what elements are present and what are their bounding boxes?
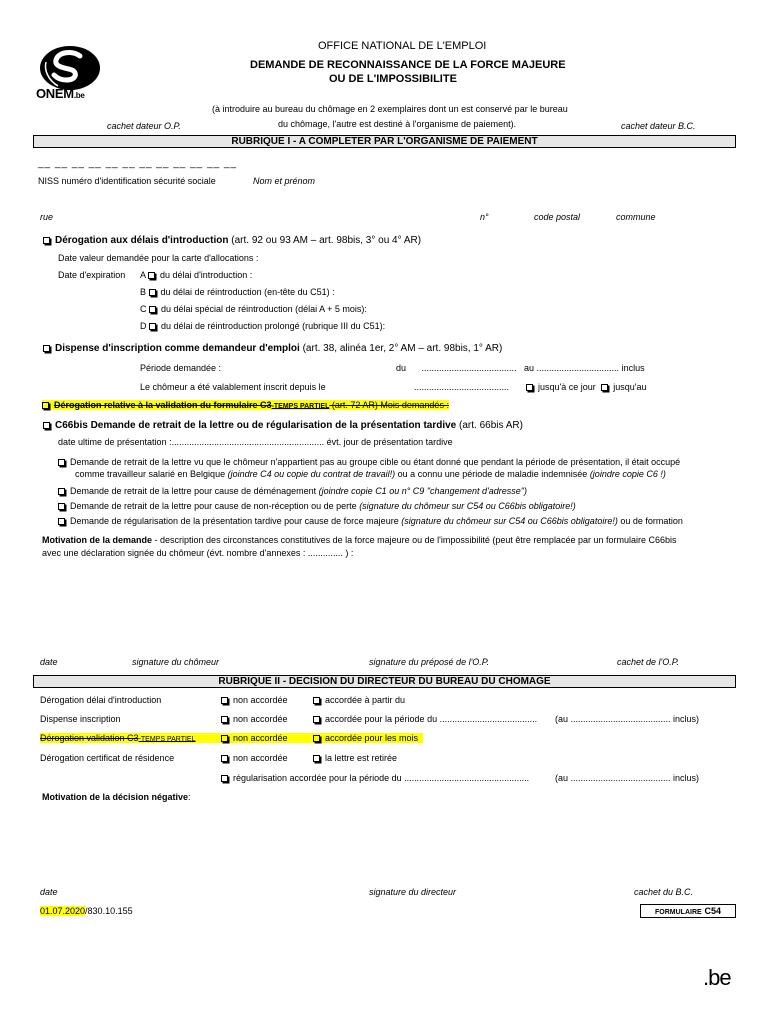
motivation-negative-area[interactable] [42,806,732,878]
row-5-label: régularisation accordée pour la période du .................................................. [233,773,530,783]
form-date-code: 01.07.2020 [40,906,86,916]
signature-date: date [40,657,58,667]
row-2-non-label: non accordée [233,714,288,724]
row-5-checkbox[interactable] [221,775,228,782]
retrait-2 [58,486,527,496]
jusqua-ce-jour [526,382,647,392]
c66bis-label: C66bis Demande de retrait de la lettre ou de régularisation de la présentation tardive [55,420,457,431]
niss-label: NISS numéro d'identification sécurité sociale [38,176,216,186]
c66bis-ref: (art. 66bis AR) [456,420,523,431]
derogation-intro-checkbox[interactable] [43,237,50,244]
option-b-checkbox[interactable] [149,289,156,296]
row-3-acc-checkbox[interactable] [313,735,320,742]
be-logo: .be [703,965,731,990]
decision-row-2-label: Dispense inscription [40,714,121,724]
signature-directeur: signature du directeur [369,887,457,897]
decision-row-1-non [221,695,288,705]
retrait-2-italic: (joindre copie C1 ou n° C9 "changement d'adresse") [318,486,527,496]
cachet-op-footer: cachet de l'O.P. [617,657,680,667]
option-b-letter: B [140,287,147,297]
cachet-bc-footer: cachet du B.C. [634,887,694,897]
form-label: FORMULAIRE [655,909,702,916]
office-name: OFFICE NATIONAL DE L'EMPLOI [318,40,487,52]
inscrit-field[interactable]: ...................................... [414,382,510,392]
au-label: au [524,363,535,373]
rubrique-1-header: RUBRIQUE I - A COMPLETER PAR L'ORGANISME DE PAIEMENT [33,135,736,148]
derogation-intro-label: Dérogation aux délais d'introduction [55,235,229,246]
derogation-c3-small: -TEMPS PARTIEL [271,403,330,410]
retrait-3 [58,501,576,511]
header-note-line1: (à introduire au bureau du chômage en 2 exemplaires dont un est conservé par le bureau [212,104,568,114]
retrait-4-end: ou de formation [617,516,683,526]
inscrit-label: Le chômeur a été valablement inscrit depuis le [140,382,326,392]
dispense-checkbox[interactable] [43,345,50,352]
option-d-checkbox[interactable] [149,323,156,330]
decision-row-2-acc [313,714,537,724]
nom-prenom-label: Nom et prénom [253,176,316,186]
dispense-label: Dispense d'inscription comme demandeur d'emploi [55,343,300,354]
dispense-inscription [43,343,502,354]
option-c-checkbox[interactable] [149,306,156,313]
motivation-demande-area[interactable] [42,562,732,650]
row-4-non-checkbox[interactable] [221,755,228,762]
niss-blanks[interactable]: __ __ __ __ __ __ __ __ __ __ __ __ [38,158,238,169]
option-a-label: du délai d'introduction : [160,270,253,280]
retrait-3-italic: (signature du chômeur sur C54 ou C66bis obligatoire!) [359,501,576,511]
inclus-label: inclus [621,363,645,373]
retrait-2-checkbox[interactable] [58,488,65,495]
du-label: du [396,363,407,373]
retrait-4-checkbox[interactable] [58,518,65,525]
row-3-label: Dérogation validation C3 [40,733,139,743]
date-expiration-label: Date d'expiration [58,270,126,280]
retrait-1-text: comme travailleur salarié en Belgique [75,469,228,479]
periode-du [396,363,517,373]
jusquau-label: jusqu'au [613,382,647,392]
option-b [140,287,335,297]
rubrique-2-header: RUBRIQUE II - DECISION DU DIRECTEUR DU BUREAU DU CHOMAGE [33,675,736,688]
option-d-letter: D [140,321,147,331]
decision-row-3-struck [40,733,423,743]
form-title-line2: OU DE L'IMPOSSIBILITE [329,73,457,85]
row-1-acc-label: accordée à partir du [325,695,406,705]
row-1-acc-checkbox[interactable] [313,697,320,704]
row-4-acc-checkbox[interactable] [313,755,320,762]
retrait-1-italic2: (joindre copie C6 !) [589,469,666,479]
c66bis-section [43,420,523,431]
c66bis-checkbox[interactable] [43,422,50,429]
row-2-non-checkbox[interactable] [221,716,228,723]
derogation-c3-checkbox[interactable] [42,402,49,409]
cachet-op: cachet dateur O.P. [107,121,181,131]
row-3-small: -TEMPS PARTIEL [138,736,196,743]
jusquau-checkbox[interactable] [601,384,608,391]
date-ultime: date ultime de présentation :............................................................. évt. jour de présentation tardive [58,437,453,447]
retrait-4-text: Demande de régularisation de la présentation tardive pour cause de force majeure [70,516,402,526]
au-field[interactable]: ................................. [536,363,620,373]
date-valeur-label: Date valeur demandée pour la carte d'allocations : [58,253,259,263]
periode-au [524,363,645,373]
jusqua-ce-jour-label: jusqu'à ce jour [538,382,596,392]
derogation-introduction [43,235,421,246]
motivation-demande [42,535,677,545]
retrait-1-line1: Demande de retrait de la lettre vu que le chômeur n'appartient pas au groupe cible ou étant donné que pendant la période de présentation, il était occupé [70,457,681,467]
motivation-demande-label: Motivation de la demande [42,535,153,545]
commune-label: commune [616,212,656,222]
row-3-non-label: non accordée [233,733,288,743]
option-d [140,321,385,331]
option-a [140,270,252,280]
option-c [140,304,367,314]
derogation-c3-rest: (art. 72 AR) Mois demandés : [329,400,449,410]
decision-row-4-acc [313,753,397,763]
decision-row-2-non [221,714,288,724]
motivation-demande-line2: avec une déclaration signée du chômeur (évt. nombre d'annexes : .............. ) : [42,548,354,558]
option-a-letter: A [140,270,146,280]
retrait-4 [58,516,683,526]
numero-label: n° [480,212,489,222]
signature-prepose: signature du préposé de l'O.P. [369,657,490,667]
decision-row-4-non [221,753,288,763]
retrait-4-italic: (signature du chômeur sur C54 ou C66bis obligatoire!) [401,516,618,526]
form-code: C54 [704,906,721,916]
du-field[interactable]: ...................................... [421,363,517,373]
retrait-1-text2: ou a connu une période de maladie indemnisée [395,469,590,479]
signature-chomeur: signature du chômeur [132,657,220,667]
cachet-bc: cachet dateur B.C. [621,121,696,131]
option-d-label: du délai de réintroduction prolongé (rubrique III du C51): [161,321,386,331]
periode-label: Période demandée : [140,363,222,373]
derogation-intro-ref: (art. 92 ou 93 AM – art. 98bis, 3° ou 4° AR) [228,235,422,246]
option-b-label: du délai de réintroduction (en-tête du C51) : [160,287,335,297]
derogation-c3-struck [42,400,449,410]
form-code-box [640,904,736,918]
retrait-3-checkbox[interactable] [58,503,65,510]
row-1-non-label: non accordée [233,695,288,705]
option-c-label: du délai spécial de réintroduction (délai A + 5 mois): [161,304,367,314]
motivation-negative-label: Motivation de la décision négative [42,792,189,802]
dispense-ref: (art. 38, alinéa 1er, 2° AM – art. 98bis, 1° AR) [299,343,503,354]
row-2-acc-checkbox[interactable] [313,716,320,723]
rue-label: rue [40,212,54,222]
row-3-non-checkbox[interactable] [221,735,228,742]
decision-row-5-au: (au ........................................ inclus) [555,773,700,783]
form-ref: /830.10.155 [85,906,133,916]
decision-row-4-label: Dérogation certificat de résidence [40,753,175,763]
derogation-c3-label: Dérogation relative à la validation du formulaire C3 [54,400,272,410]
row-3-acc-label: accordée pour les mois [325,733,419,743]
onem-logo [36,42,106,104]
form-title-line1: DEMANDE DE RECONNAISSANCE DE LA FORCE MAJEURE [250,59,566,71]
retrait-2-text: Demande de retrait de la lettre pour cause de déménagement [70,486,319,496]
logo-text: ONEM [36,86,74,101]
retrait-1-italic: (joindre C4 ou copie du contrat de travail!) [227,469,396,479]
decision-row-1-label: Dérogation délai d'introduction [40,695,162,705]
motivation-negative: Motivation de la décision négative: [42,792,191,802]
directeur-date: date [40,887,58,897]
decision-row-2-au: (au ........................................ inclus) [555,714,700,724]
retrait-3-text: Demande de retrait de la lettre pour cause de non-réception ou de perte [70,501,360,511]
logo-suffix: .be [73,91,85,100]
row-4-non-label: non accordée [233,753,288,763]
row-2-acc-label: accordée pour la période du ....................................... [325,714,538,724]
motivation-demande-text: - description des circonstances constitutives de la force majeure ou de l'impossibilité (peut être remplacée par un formulaire C66bis [152,535,677,545]
option-a-checkbox[interactable] [148,272,155,279]
retrait-1-line2 [75,469,666,479]
jusqua-ce-jour-checkbox[interactable] [526,384,533,391]
retrait-1 [58,457,680,467]
retrait-1-checkbox[interactable] [58,459,65,466]
row-4-acc-label: la lettre est retirée [325,753,398,763]
form-reference [40,906,133,916]
row-1-non-checkbox[interactable] [221,697,228,704]
option-c-letter: C [140,304,147,314]
code-postal-label: code postal [534,212,581,222]
header-note-line2: du chômage, l'autre est destiné à l'organisme de paiement). [278,119,517,129]
decision-row-1-acc [313,695,405,705]
decision-row-5 [221,773,529,783]
